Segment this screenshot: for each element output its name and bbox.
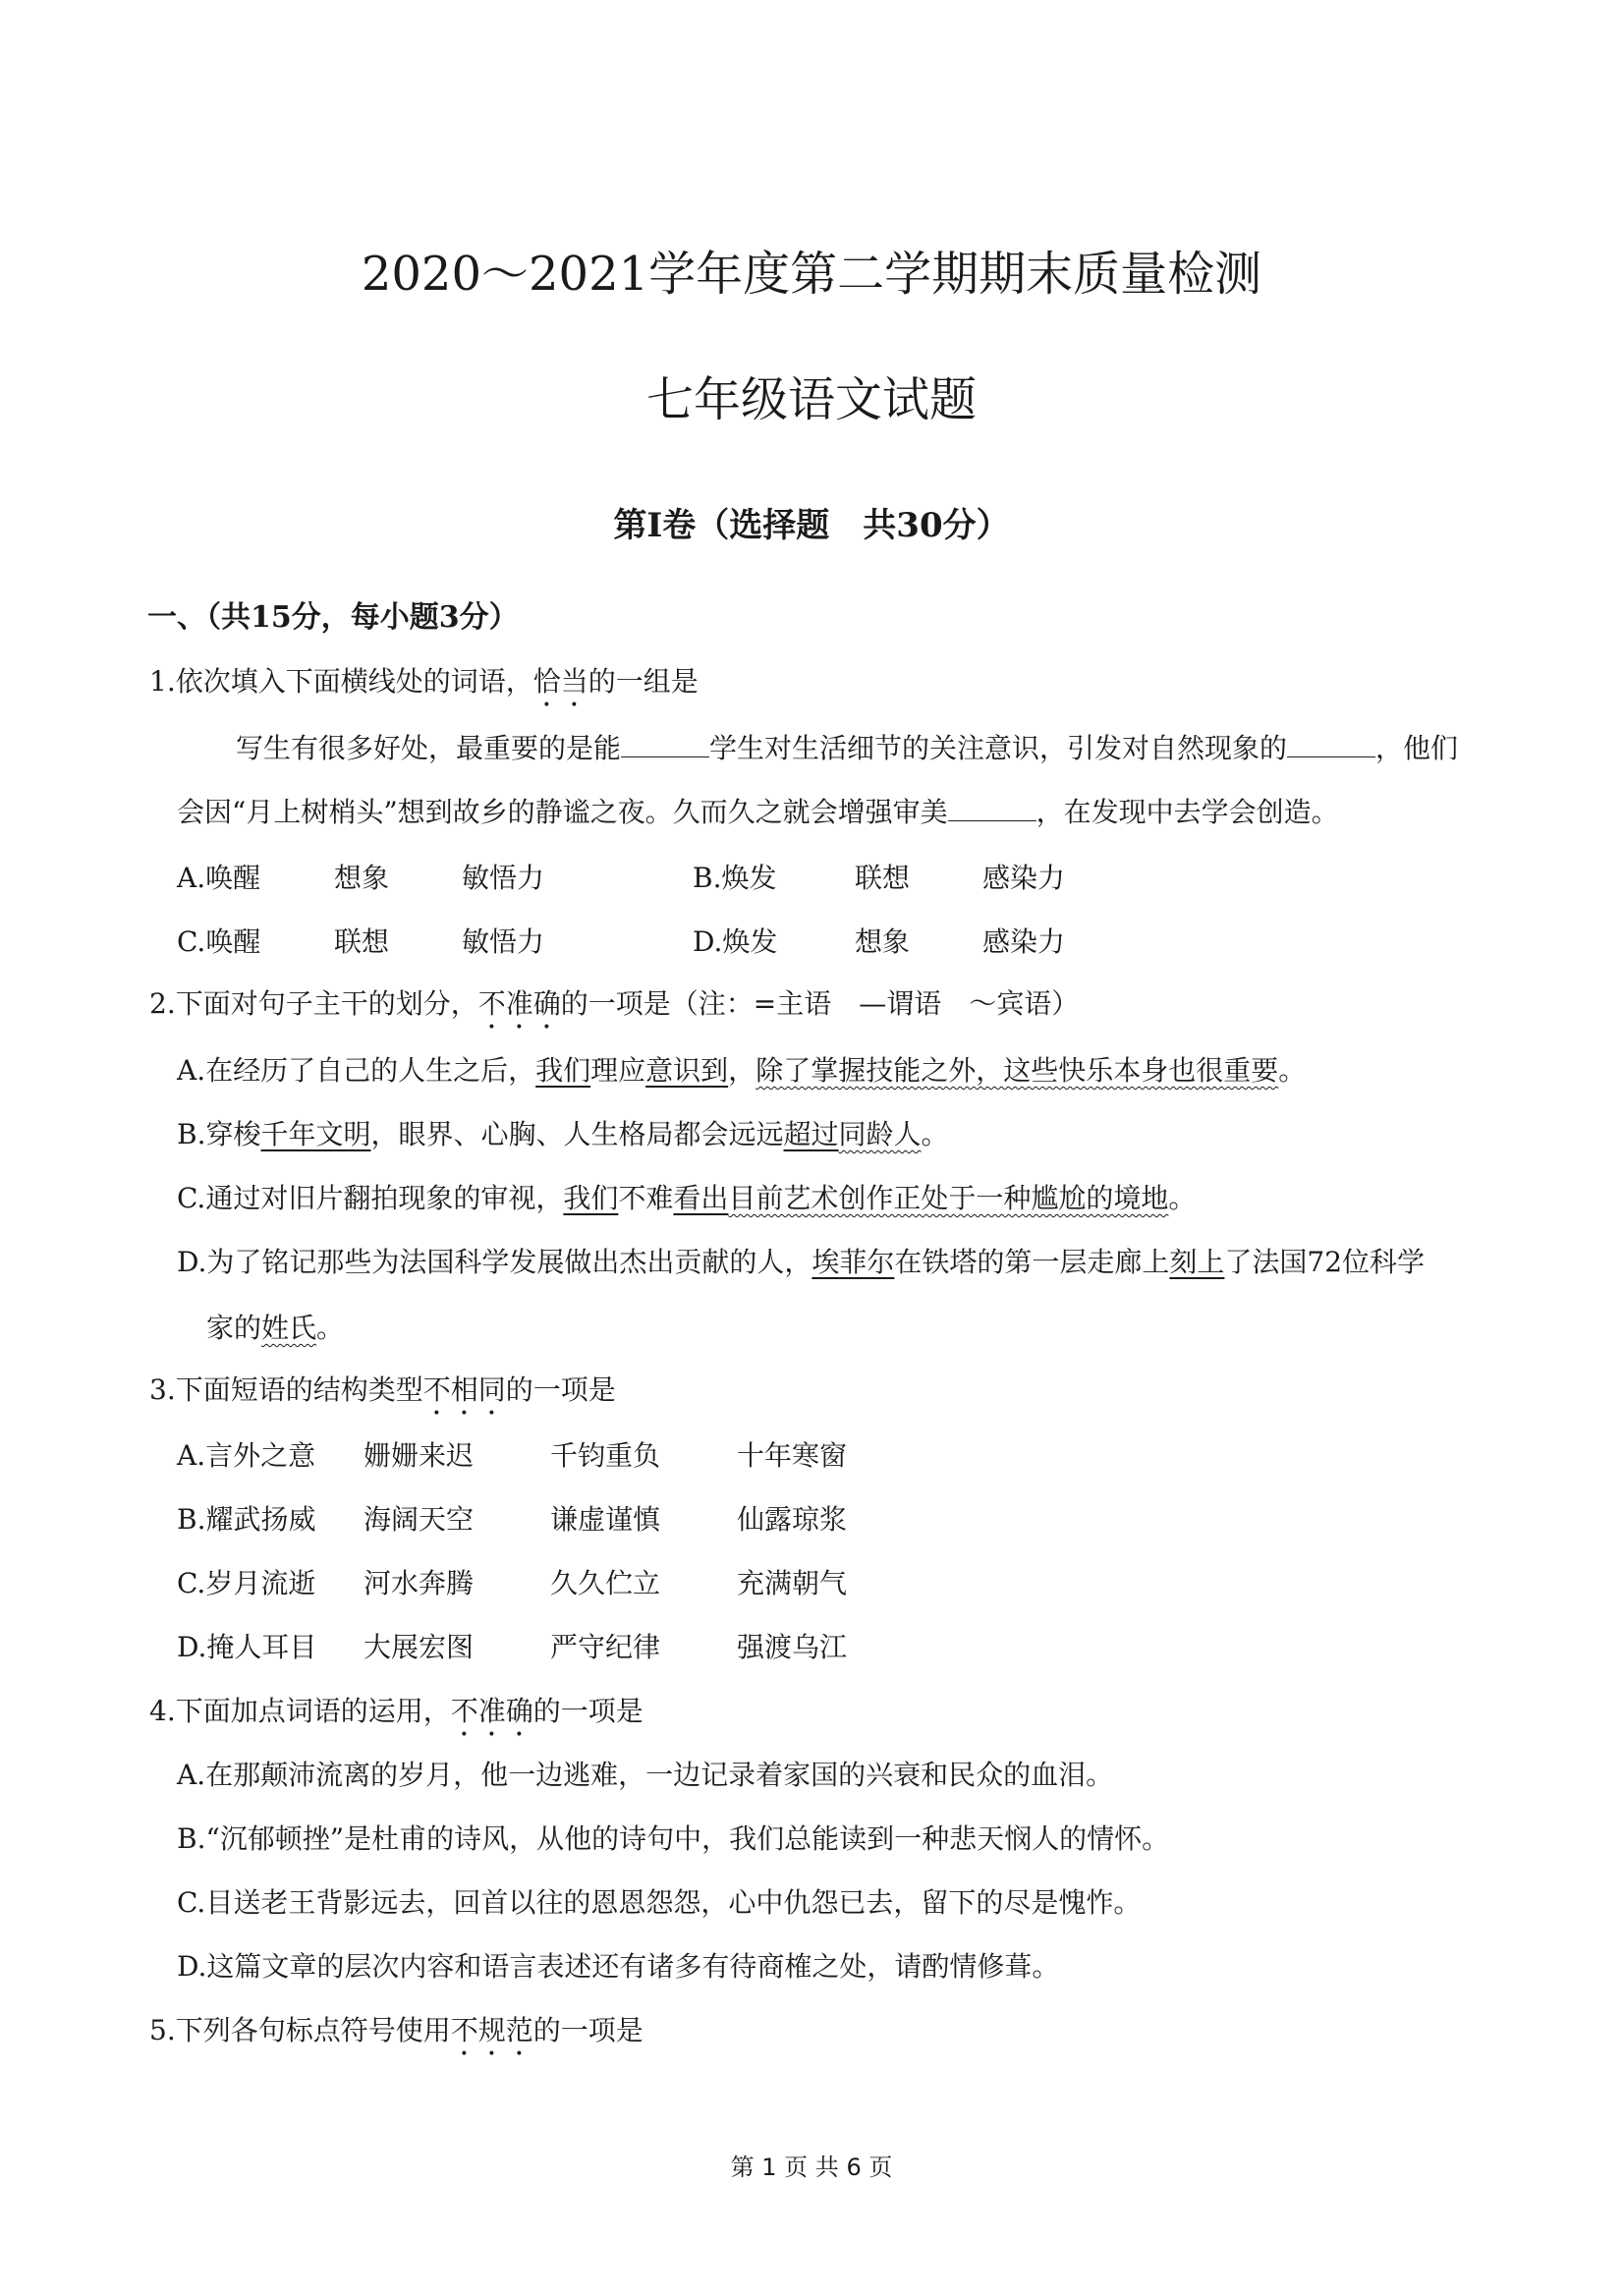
question-4-option-b: B.“沉郁顿挫”是杜甫的诗风，从他的诗句中，我们总能读到一种悲天悯人的情怀。: [177, 1822, 1170, 1855]
question-2-option-a: A.在经历了自己的人生之后，我们理应意识到，除了掌握技能之外，这些快乐本身也很重要。: [177, 1054, 1307, 1087]
question-4-option-c: C.目送老王背影远去，回首以往的恩恩怨怨，心中仇怨已去，留下的尽是愧怍。: [177, 1886, 1142, 1919]
question-2-option-d-cont: 家的姓氏。: [206, 1312, 345, 1344]
question-1-option-a: A.唤醒 想象 敏悟力: [177, 862, 545, 894]
question-1-option-c: C.唤醒 联想 敏悟力: [177, 925, 545, 958]
question-3-option-a: A.言外之意 姗姗来迟 千钧重负 十年寒窗: [177, 1439, 848, 1472]
question-5-stem: 5.下列各句标点符号使用不规范的一项是: [149, 2014, 644, 2046]
question-3-option-b: B.耀武扬威 海阔天空 谦虚谨慎 仙露琼浆: [177, 1503, 848, 1536]
question-4-option-a: A.在那颠沛流离的岁月，他一边逃难，一边记录着家国的兴衰和民众的血泪。: [177, 1759, 1114, 1791]
question-1-option-b: B.焕发 联想 感染力: [693, 862, 1066, 894]
question-3-option-d: D.掩人耳目 大展宏图 严守纪律 强渡乌江: [177, 1631, 848, 1663]
question-1-passage-line2: 会因“月上树梢头”想到故乡的静谧之夜。久而久之就会增强审美 ，在发现中去学会创造。: [177, 796, 1339, 828]
question-4-stem: 4.下面加点词语的运用，不准确的一项是: [149, 1695, 644, 1727]
question-2-stem: 2.下面对句子主干的划分，不准确的一项是（注：=主语 —谓语 ～宾语）: [149, 987, 1080, 1020]
exam-title: 2020～2021学年度第二学期期末质量检测: [361, 247, 1262, 302]
question-1-option-d: D.焕发 想象 感染力: [693, 925, 1066, 958]
part-heading: 一、（共15分，每小题3分）: [147, 600, 519, 635]
answer-blank: [621, 733, 709, 757]
exam-subtitle: 七年级语文试题: [645, 372, 977, 427]
question-4-option-d: D.这篇文章的层次内容和语言表述还有诸多有待商榷之处，请酌情修葺。: [177, 1950, 1060, 1983]
page-footer: 第 1 页 共 6 页: [730, 2154, 893, 2181]
question-3-stem: 3.下面短语的结构类型不相同的一项是: [149, 1373, 616, 1406]
question-2-option-d: D.为了铭记那些为法国科学发展做出杰出贡献的人，埃菲尔在铁塔的第一层走廊上刻上了法国72位科学: [177, 1246, 1426, 1278]
question-2-option-c: C.通过对旧片翻拍现象的审视，我们不难看出目前艺术创作正处于一种尴尬的境地。: [177, 1182, 1197, 1214]
question-2-option-b: B.穿梭千年文明，眼界、心胸、人生格局都会远远超过同龄人。: [177, 1118, 949, 1150]
question-1-passage-line1: 写生有很多好处，最重要的是能 学生对生活细节的关注意识，引发对自然现象的 ，他们: [236, 732, 1459, 764]
answer-blank: [1287, 733, 1375, 757]
question-1-stem: 1.依次填入下面横线处的词语，恰当的一组是: [149, 665, 699, 698]
question-3-option-c: C.岁月流逝 河水奔腾 久久伫立 充满朝气: [177, 1567, 848, 1599]
volume-heading: 第Ⅰ卷（选择题 共30分）: [613, 506, 1010, 545]
answer-blank: [948, 797, 1036, 821]
